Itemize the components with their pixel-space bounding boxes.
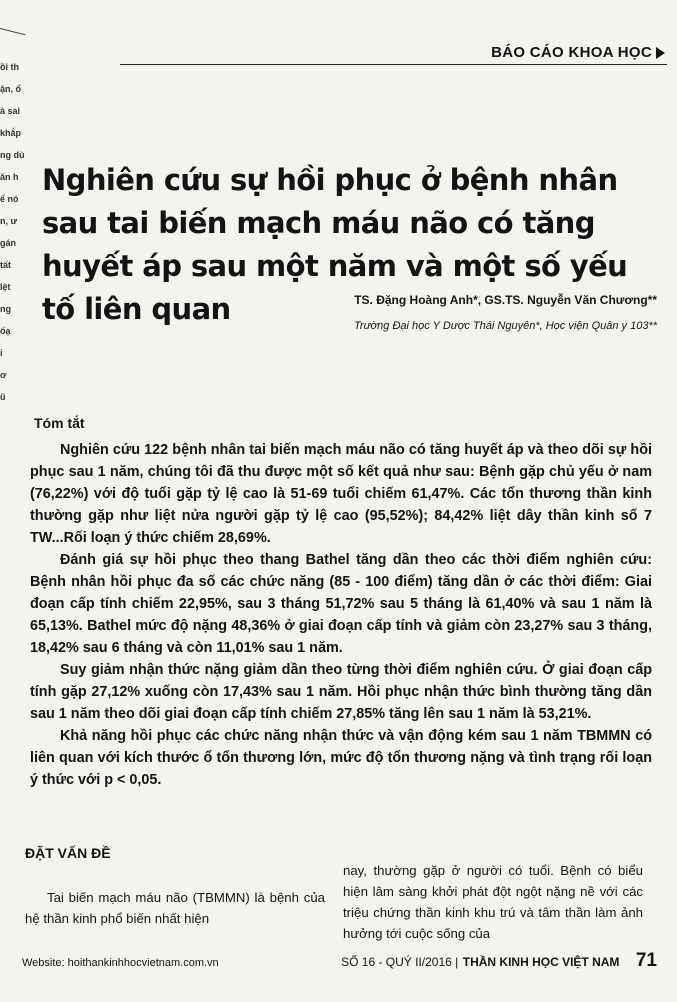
section-label: BÁO CÁO KHOA HỌC: [491, 44, 652, 61]
abstract-paragraph: Khả năng hồi phục các chức năng nhận thức và vận động kém sau 1 năm TBMMN có liên quan với kích thước ổ tổn thương lớn, mức độ tổn thương nặng và tình trạng rối loạn ý thức với p < 0,05.: [30, 728, 652, 788]
footer-issue: SỐ 16 - QUÝ II/2016 |: [341, 955, 459, 969]
intro-heading: ĐẶT VẤN ĐỀ: [25, 845, 111, 861]
triangle-arrow-icon: [656, 47, 665, 59]
gutter-fragment: ận, ổ: [0, 84, 22, 94]
authors: TS. Đặng Hoàng Anh*, GS.TS. Nguyễn Văn Chương**: [354, 293, 657, 307]
gutter-fragment: gán: [0, 238, 17, 248]
section-header: [491, 44, 665, 61]
abstract-paragraph: Đánh giá sự hồi phục theo thang Bathel tăng dần theo các thời điểm nghiên cứu: Bệnh nhân hồi phục đa số các chức năng (85 - 100 điểm) tăng dần ở các thời điểm: Giai đoạn cấp tính chiếm 22,95%, sau 3 tháng 51,72% sau 5 tháng là 61,40% và sau 1 năm là 65,13%. Bathel mức độ nặng 48,36% ở giai đoạn cấp tính và giảm còn 23,27% sau 3 tháng, 18,42% sau 6 tháng và còn 11,01% sau 1 năm.: [30, 552, 652, 656]
gutter-fragment: ũ: [0, 392, 6, 402]
intro-left-text: Tai biến mạch máu não (TBMMN) là bệnh của hệ thần kinh phổ biến nhất hiện: [25, 890, 325, 926]
corner-mark: [0, 28, 25, 35]
abstract-paragraph: Nghiên cứu 122 bệnh nhân tai biến mạch máu não có tăng huyết áp và theo dõi sự hồi phục sau 1 năm, chúng tôi đã thu được một số kết quả như sau: Bệnh gặp chủ yếu ở nam (76,22%) với độ tuổi gặp tỷ lệ cao là 51-69 tuổi chiếm 61,47%. Các tổn thương thần kinh thường gặp như liệt nửa người gặp tỷ lệ cao (95,52%); 84,42% liệt dây thần kinh số 7 TW...Rối loạn ý thức chiếm 28,69%.: [30, 442, 652, 546]
footer-right: [341, 950, 657, 972]
gutter-fragment: ỉ: [0, 348, 3, 358]
header-rule: [120, 64, 667, 65]
gutter-fragment: à sai: [0, 106, 21, 116]
gutter-fragment: khắp: [0, 128, 22, 138]
gutter-fragment: n, ư: [0, 216, 18, 226]
article-title: Nghiên cứu sự hồi phục ở bệnh nhân sau tai biến mạch máu não có tăng huyết áp sau một năm và một số yếu tố liên quan: [42, 163, 628, 327]
gutter-fragment: ăn h: [0, 172, 19, 182]
gutter-fragment: ơ: [0, 370, 7, 380]
facing-page-gutter: [0, 60, 25, 620]
gutter-fragment: ng dù: [0, 150, 25, 160]
intro-right-text: nay, thường gặp ở người có tuổi. Bệnh có biểu hiện lâm sàng khởi phát đột ngột nặng nề với các triệu chứng thần kinh khu trú và tâm thần làm ảnh hưởng tới cuộc sống của: [343, 863, 643, 941]
footer-website: Website: hoithankinhhocvietnam.com.vn: [22, 957, 219, 969]
gutter-fragment: tất: [0, 260, 11, 270]
page-number: 71: [635, 950, 657, 971]
gutter-fragment: ng: [0, 304, 11, 314]
abstract: [30, 415, 652, 791]
affiliation: Trường Đại học Y Dược Thái Nguyên*, Học viện Quân y 103**: [354, 320, 657, 332]
abstract-paragraph: Suy giảm nhận thức nặng giảm dần theo từng thời điểm nghiên cứu. Ở giai đoạn cấp tính gặp 27,12% xuống còn 17,43% sau 1 năm. Hồi phục nhận thức bình thường tăng dần sau 1 năm theo dõi giai đoạn cấp tính chiếm 27,85% tăng lên sau 1 năm là 53,21%.: [30, 662, 652, 722]
gutter-fragment: lệt: [0, 282, 11, 292]
gutter-fragment: ốạ: [0, 326, 11, 336]
footer-journal: THẦN KINH HỌC VIỆT NAM: [462, 955, 620, 969]
intro-right-column: [343, 860, 643, 944]
page-footer: [22, 950, 657, 972]
gutter-fragment: ồi th: [0, 62, 19, 72]
abstract-heading: Tóm tắt: [34, 415, 85, 431]
intro-left-column: [25, 845, 325, 929]
gutter-fragment: ể nó: [0, 194, 19, 204]
